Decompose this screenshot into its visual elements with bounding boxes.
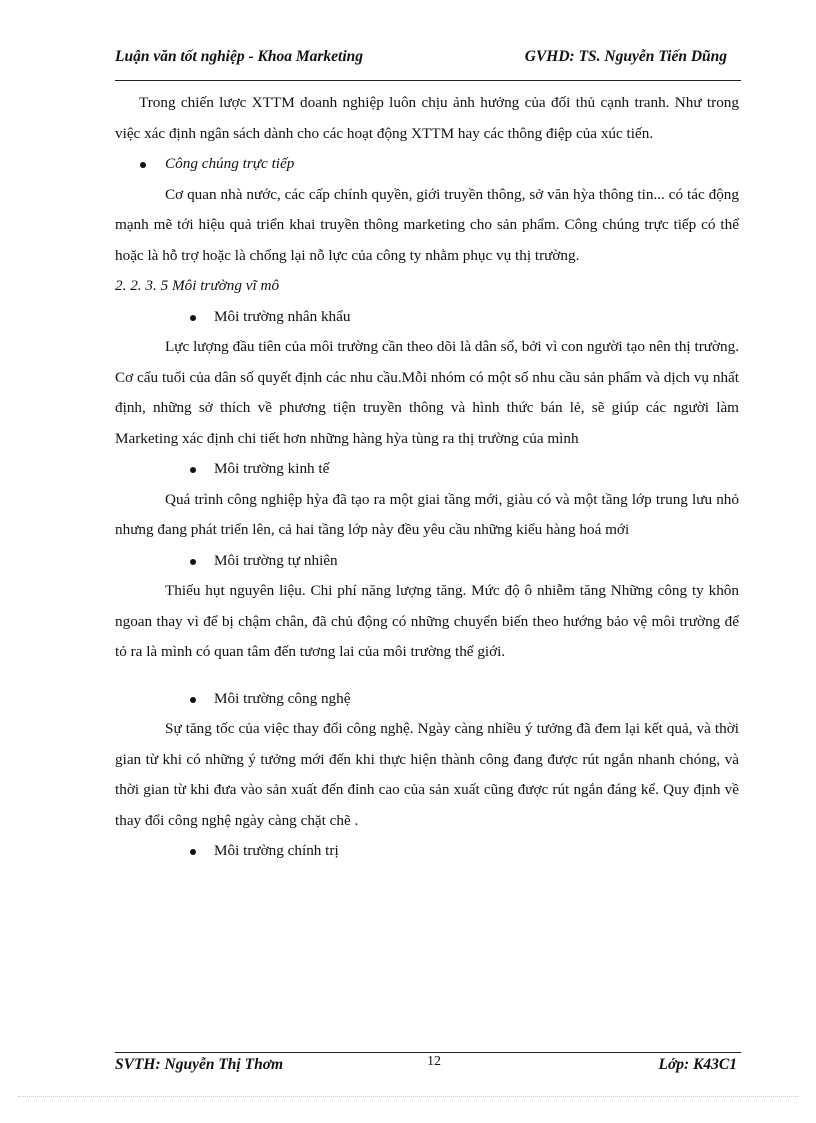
bullet-demographic-label: Môi trường nhân khẩu	[214, 307, 351, 325]
paragraph-public: Cơ quan nhà nước, các cấp chính quyền, giới truyền thông, sở văn hỳa thông tin... có tác động mạnh mẽ tới hiệu quả triển khai truyền thông marketing cho sản phẩm. Công chúng trực tiếp có thể hoặc là hỗ trợ hoặc là chống lại nỗ lực của công ty nhằm phục vụ thị trường.	[115, 185, 739, 264]
bullet-natural	[115, 546, 739, 577]
bullet-tech-label: Môi trường công nghệ	[214, 689, 351, 707]
paragraph-tech: Sự tăng tốc của việc thay đổi công nghệ. Ngày càng nhiều ý tưởng đã đem lại kết quả, và thời gian từ khi có những ý tưởng mới đến khi thực hiện thành công đang được rút ngắn nhanh chóng, và thời gian từ khi đưa vào sản xuất đến đỉnh cao của sản xuất cũng được rút ngắn đáng kể. Quy định về thay đổi công nghệ ngày càng chặt chẽ .	[115, 720, 739, 829]
bullet-political-label: Môi trường chính trị	[214, 842, 339, 859]
bullet-economic	[115, 454, 739, 485]
bullet-dot-icon	[190, 467, 196, 473]
page-edge-divider	[18, 1096, 798, 1097]
header-divider	[115, 80, 741, 81]
bullet-economic-label: Môi trường kinh tế	[214, 460, 330, 477]
paragraph-demographic: Lực lượng đầu tiên của môi trường cần theo dõi là dân số, bởi vì con người tạo nên thị trường. Cơ cấu tuổi của dân số quyết định các nhu cầu.Mỗi nhóm có một số nhu cầu sản phẩm và dịch vụ nhất định, những sở thích về phương tiện truyền thông và hình thức bán lẻ, sẽ giúp các người làm Marketing xác định chi tiết hơn những hàng hỳa tùng ra thị trường của mình	[115, 338, 739, 447]
bullet-dot-icon	[190, 849, 196, 855]
bullet-public	[115, 149, 739, 180]
footer-student: SVTH: Nguyễn Thị Thơm	[115, 1056, 284, 1073]
bullet-public-label: Công chúng trực tiếp	[165, 155, 295, 172]
bullet-dot-icon	[140, 162, 146, 168]
footer-divider	[115, 1052, 741, 1053]
paragraph-economic: Quá trình công nghiệp hỳa đã tạo ra một giai tầng mới, giàu có và một tầng lớp trung lưu nhỏ nhưng đang phát triển lên, cả hai tầng lớp này đều yêu cầu những kiểu hàng hoá mới	[115, 490, 739, 538]
spacer	[115, 668, 739, 684]
paragraph-competition: Trong chiến lược XTTM doanh nghiệp luôn chịu ảnh hưởng của đối thủ cạnh tranh. Như trong việc xác định ngân sách dành cho các hoạt động XTTM hay các thông điệp của xúc tiến.	[115, 94, 739, 142]
bullet-dot-icon	[190, 559, 196, 565]
bullet-dot-icon	[190, 315, 196, 321]
bullet-dot-icon	[190, 697, 196, 703]
header-advisor: GVHD: TS. Nguyễn Tiến Dũng	[524, 48, 727, 65]
page-footer	[115, 1056, 741, 1078]
footer-class: Lớp: K43C1	[658, 1056, 737, 1073]
paragraph-natural: Thiếu hụt nguyên liệu. Chi phí năng lượng tăng. Mức độ ô nhiễm tăng Những công ty khôn ngoan thay vì để bị chậm chân, đã chủ động có những chuyển biến theo hướng bảo vệ môi trường để tỏ ra là mình có quan tâm đến tương lai của môi trường thế giới.	[115, 582, 739, 660]
document-body	[115, 88, 739, 867]
bullet-natural-label: Môi trường tự nhiên	[214, 551, 338, 569]
bullet-tech	[115, 684, 739, 715]
page-number: 12	[427, 1054, 441, 1069]
header-thesis-title: Luận văn tốt nghiệp - Khoa Marketing	[115, 48, 364, 65]
bullet-demographic	[115, 302, 739, 333]
bullet-political	[115, 836, 739, 867]
page-header	[115, 48, 741, 72]
section-heading-macro: 2. 2. 3. 5 Môi trường vĩ mô	[115, 277, 280, 294]
